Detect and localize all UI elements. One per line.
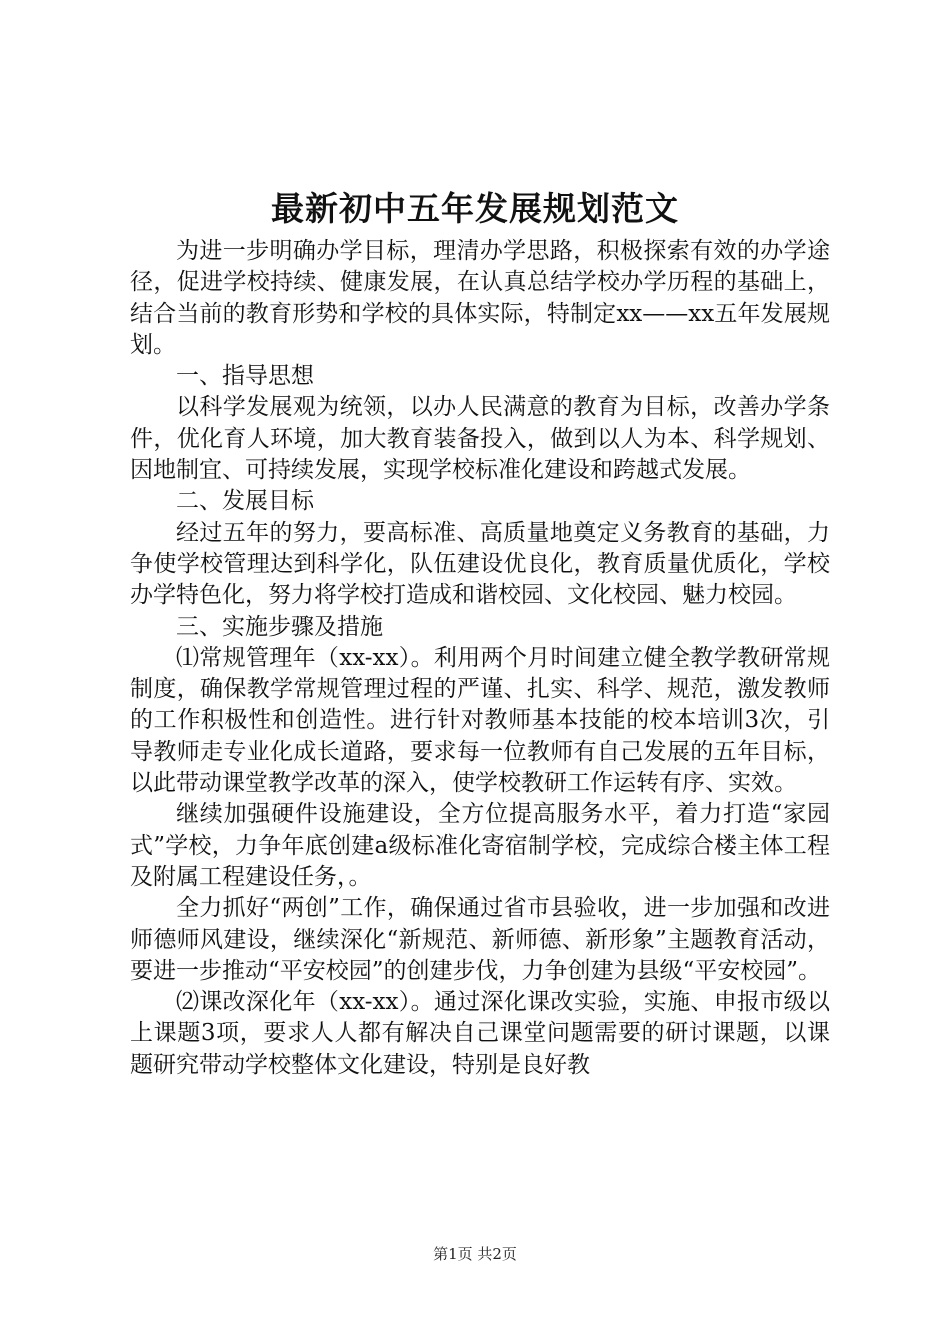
intro-paragraph: 为进一步明确办学目标，理清办学思路，积极探索有效的办学途径，促进学校持续、健康发展，在认真总结学校办学历程的基础上，结合当前的教育形势和学校的具体实际，特制定xx——xx五年发展规划。	[130, 238, 830, 358]
paragraph-curriculum-reform-year: ⑵课改深化年（xx-xx）。通过深化课改实验，实施、申报市级以上课题3项，要求人人都有解决自己课堂问题需要的研讨课题，以课题研究带动学校整体文化建设，特别是良好教	[130, 989, 830, 1078]
section-heading-implementation-steps: 三、实施步骤及措施	[176, 613, 383, 640]
section-heading-guiding-ideology: 一、指导思想	[176, 363, 314, 390]
document-body	[130, 236, 830, 1081]
paragraph-guiding-ideology: 以科学发展观为统领，以办人民满意的教育为目标，改善办学条件，优化育人环境，加大教育装备投入，做到以人为本、科学规划、因地制宜、可持续发展，实现学校标准化建设和跨越式发展。	[130, 394, 830, 484]
paragraph-development-goals: 经过五年的努力，要高标准、高质量地奠定义务教育的基础，力争使学校管理达到科学化，队伍建设优良化，教育质量优质化，学校办学特色化，努力将学校打造成和谐校园、文化校园、魅力校园。	[130, 519, 830, 609]
section-heading-development-goals: 二、发展目标	[176, 488, 314, 515]
paragraph-hardware-construction: 继续加强硬件设施建设，全方位提高服务水平，着力打造“家园式”学校，力争年底创建a级标准化寄宿制学校，完成综合楼主体工程及附属工程建设任务，。	[130, 801, 830, 890]
paragraph-two-creations: 全力抓好“两创”工作，确保通过省市县验收，进一步加强和改进师德师风建设，继续深化“新规范、新师德、新形象”主题教育活动，要进一步推动“平安校园”的创建步伐，力争创建为县级“平安校园”。	[130, 895, 830, 984]
page-footer: 第1页 共2页	[433, 1245, 517, 1263]
paragraph-routine-management-year: ⑴常规管理年（xx-xx）。利用两个月时间建立健全教学教研常规制度，确保教学常规管理过程的严谨、扎实、科学、规范，激发教师的工作积极性和创造性。进行针对教师基本技能的校本培训3次，引导教师走专业化成长道路，要求每一位教师有自己发展的五年目标，以此带动课堂教学改革的深入，使学校教研工作运转有序、实效。	[130, 644, 830, 797]
document-title: 最新初中五年发展规划范文	[271, 189, 679, 228]
